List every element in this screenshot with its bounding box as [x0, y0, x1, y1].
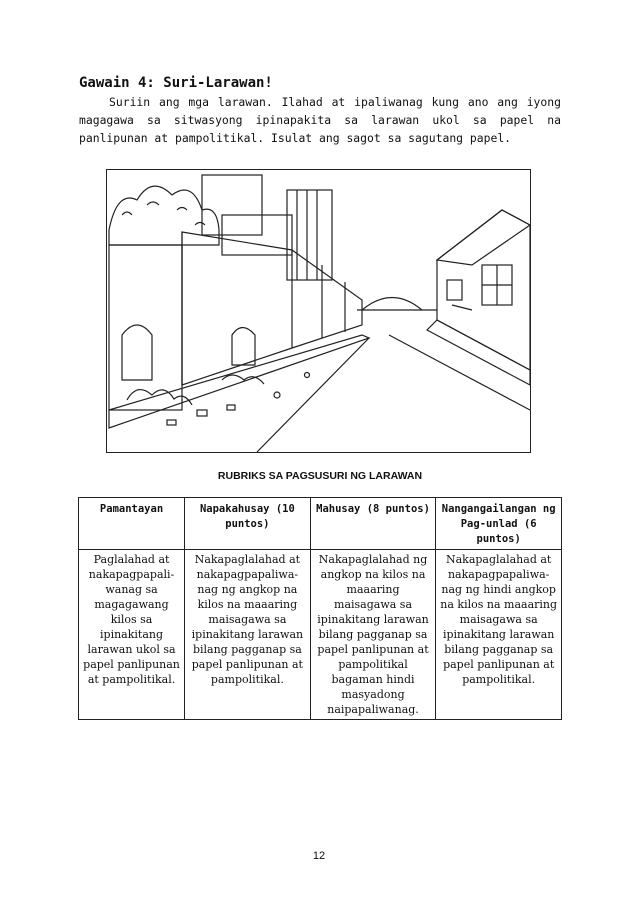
road-right-edge: [389, 335, 530, 410]
right-roof: [437, 210, 530, 265]
cell-excellent: Nakapaglalahad at nakapagpapaliwa-nag ng angkop na kilos na maaaring maisagawa sa ipinakitang larawan bilang pagganap sa papel panlipunan at pampolitikal.: [185, 550, 311, 720]
right-sidewalk: [427, 320, 530, 385]
street-illustration: [106, 169, 531, 453]
activity-instructions-block: [79, 93, 561, 147]
table-row: [79, 550, 562, 720]
building-left-bg: [202, 175, 262, 235]
street-scene-drawing: [107, 170, 530, 452]
doorway-left: [122, 325, 152, 380]
doorway-right: [232, 328, 255, 366]
header-criteria: Pamantayan: [79, 498, 185, 550]
activity-instructions: Suriin ang mga larawan. Ilahad at ipaliwanag kung ano ang iyong magagawa sa sitwasyong ipinapakita sa larawan ukol sa papel na panlipunan at pampolitikal. Isulat ang sagot sa sagutang papel.: [79, 95, 561, 145]
distant-hill: [362, 298, 422, 311]
cell-criteria: Paglalahad at nakapagpapali-wanag sa magagawang kilos sa ipinakitang larawan ukol sa papel panlipunan at pampolitikal.: [79, 550, 185, 720]
activity-title: Gawain 4: Suri-Larawan!: [79, 75, 273, 91]
header-needs-improvement: Nangangailangan ng Pag-unlad (6 puntos): [436, 498, 562, 550]
page-number: 12: [312, 850, 326, 862]
header-excellent: Napakahusay (10 puntos): [185, 498, 311, 550]
building-tall: [287, 190, 332, 280]
rubric-title: RUBRIKS SA PAGSUSURI NG LARAWAN: [217, 470, 423, 482]
cell-needs-improvement: Nakapaglalahad at nakapagpapaliwa-nag ng hindi angkop na kilos na maaaring maisagawa sa ipinakitang larawan bilang pagganap sa papel panlipunan at pampolitikal.: [436, 550, 562, 720]
left-sidewalk: [109, 335, 369, 428]
cell-good: Nakapaglalahad ng angkop na kilos na maaaring maisagawa sa ipinakitang larawan bilang pagganap sa papel panlipunan at pampolitikal bagaman hindi masyadong naipapaliwanag.: [310, 550, 436, 720]
header-good: Mahusay (8 puntos): [310, 498, 436, 550]
rubric-table: [78, 497, 562, 720]
rubric-header-row: [79, 498, 562, 550]
